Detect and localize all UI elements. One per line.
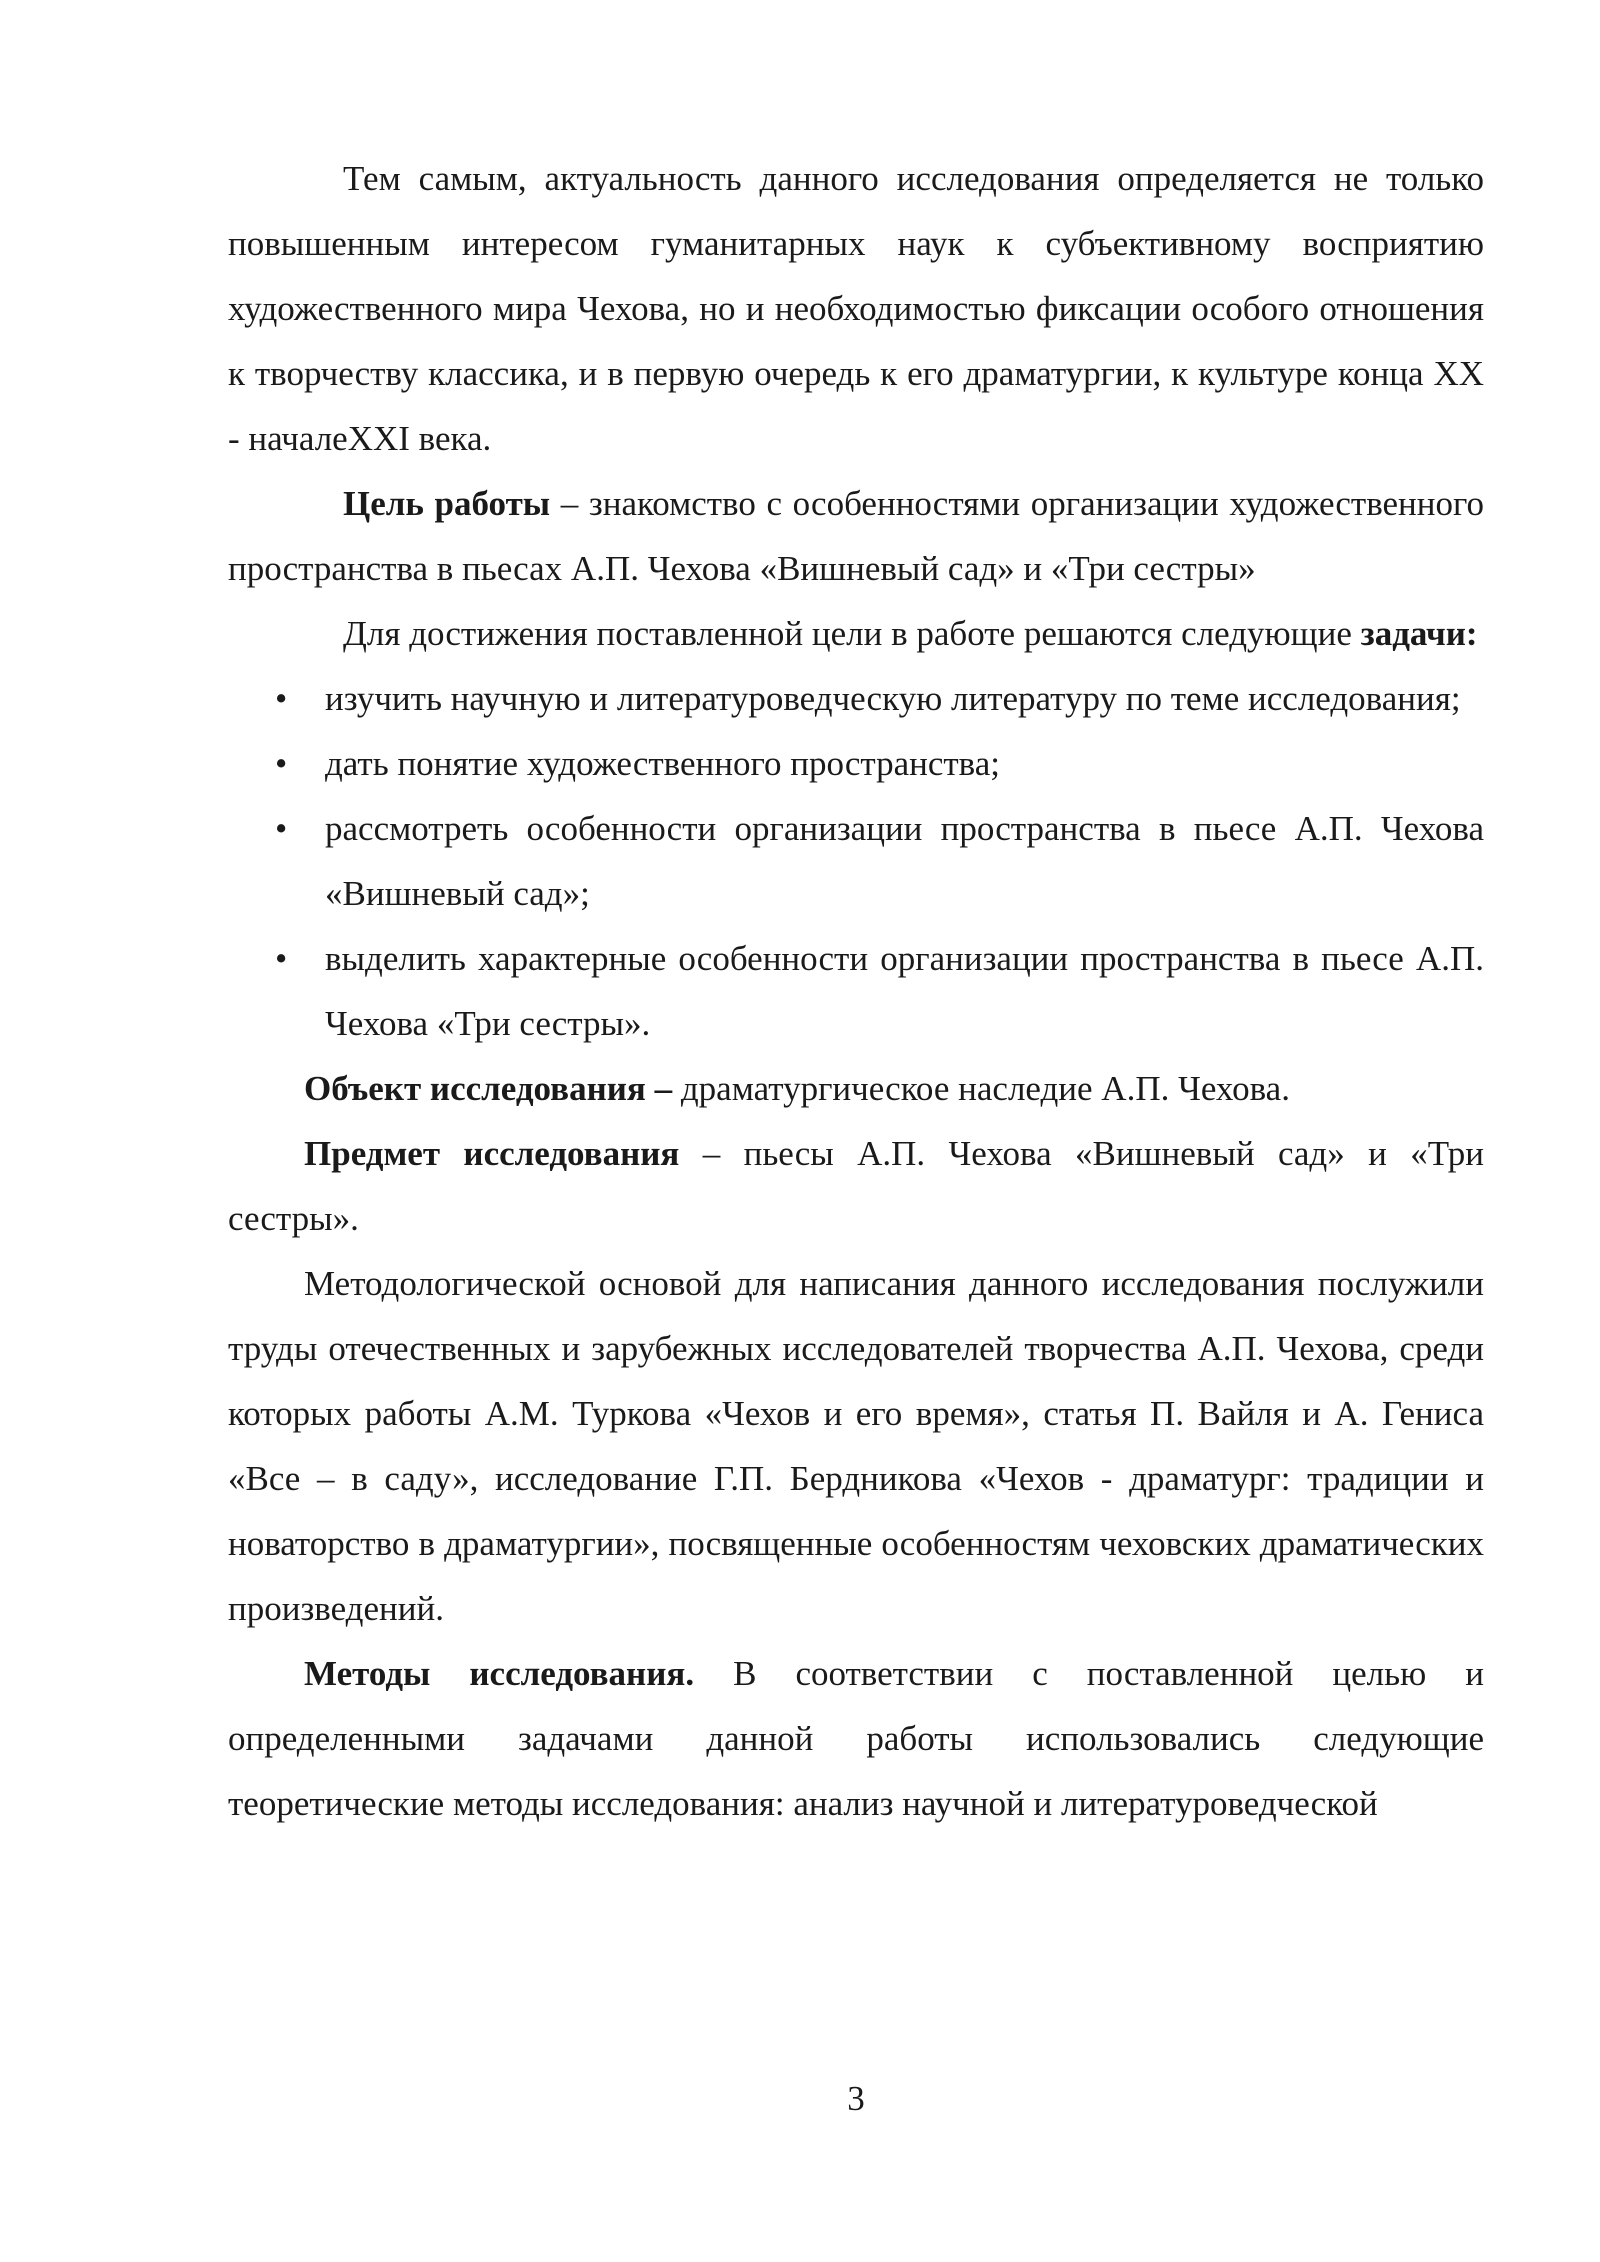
relevance-paragraph: Тем самым, актуальность данного исследования определяется не только повышенным интересом гуманитарных наук к субъективному восприятию художественного мира Чехова, но и необходимостью фиксации особого отношения к творчеству классика, и в первую очередь к его драматургии, к культуре конца XX - началеXXI века.	[228, 159, 1484, 458]
goal-label: Цель работы	[343, 484, 551, 523]
list-item	[275, 666, 1484, 731]
bullet-icon: •	[275, 939, 288, 978]
methods-label: Методы исследования.	[304, 1654, 695, 1693]
methods-paragraph	[228, 1641, 1484, 1836]
page-number: 3	[847, 2079, 865, 2118]
object-text: драматургическое наследие А.П. Чехова.	[672, 1069, 1290, 1108]
task-text: изучить научную и литературоведческую литературу по теме исследования;	[325, 679, 1461, 718]
object-paragraph	[228, 1056, 1484, 1121]
bullet-icon: •	[275, 744, 288, 783]
task-text: рассмотреть особенности организации пространства в пьесе А.П. Чехова «Вишневый сад»;	[325, 809, 1484, 913]
subject-label: Предмет исследования	[304, 1134, 680, 1173]
task-text: дать понятие художественного пространства;	[325, 744, 1000, 783]
methods-text: В соответствии с поставленной целью и определенными задачами данной работы использовались следующие теоретические методы исследования: анализ научной и литературоведческой	[228, 1654, 1484, 1823]
object-label: Объект исследования –	[304, 1069, 673, 1108]
tasks-intro-paragraph	[228, 601, 1484, 666]
task-text: выделить характерные особенности организации пространства в пьесе А.П. Чехова «Три сестры».	[325, 939, 1484, 1043]
goal-text: – знакомство с особенностями организации художественного пространства в пьесах А.П. Чехова «Вишневый сад» и «Три сестры»	[228, 484, 1484, 588]
list-item	[275, 926, 1484, 1056]
bullet-icon: •	[275, 809, 288, 848]
document-page	[228, 146, 1484, 1836]
methodology-paragraph: Методологической основой для написания данного исследования послужили труды отечественных и зарубежных исследователей творчества А.П. Чехова, среди которых работы А.М. Туркова «Чехов и его время», статья П. Вайля и А. Гениса «Все – в саду», исследование Г.П. Бердникова «Чехов - драматург: традиции и новаторство в драматургии», посвященные особенностям чеховских драматических произведений.	[228, 1264, 1484, 1628]
list-item	[275, 796, 1484, 926]
tasks-intro-text: Для достижения поставленной цели в работе решаются следующие	[343, 614, 1361, 653]
tasks-list	[228, 666, 1484, 1056]
list-item	[275, 731, 1484, 796]
subject-text: – пьесы А.П. Чехова «Вишневый сад» и «Три сестры».	[228, 1134, 1484, 1238]
subject-paragraph	[228, 1121, 1484, 1251]
tasks-label: задачи:	[1360, 614, 1478, 653]
goal-paragraph	[228, 471, 1484, 601]
bullet-icon: •	[275, 679, 288, 718]
